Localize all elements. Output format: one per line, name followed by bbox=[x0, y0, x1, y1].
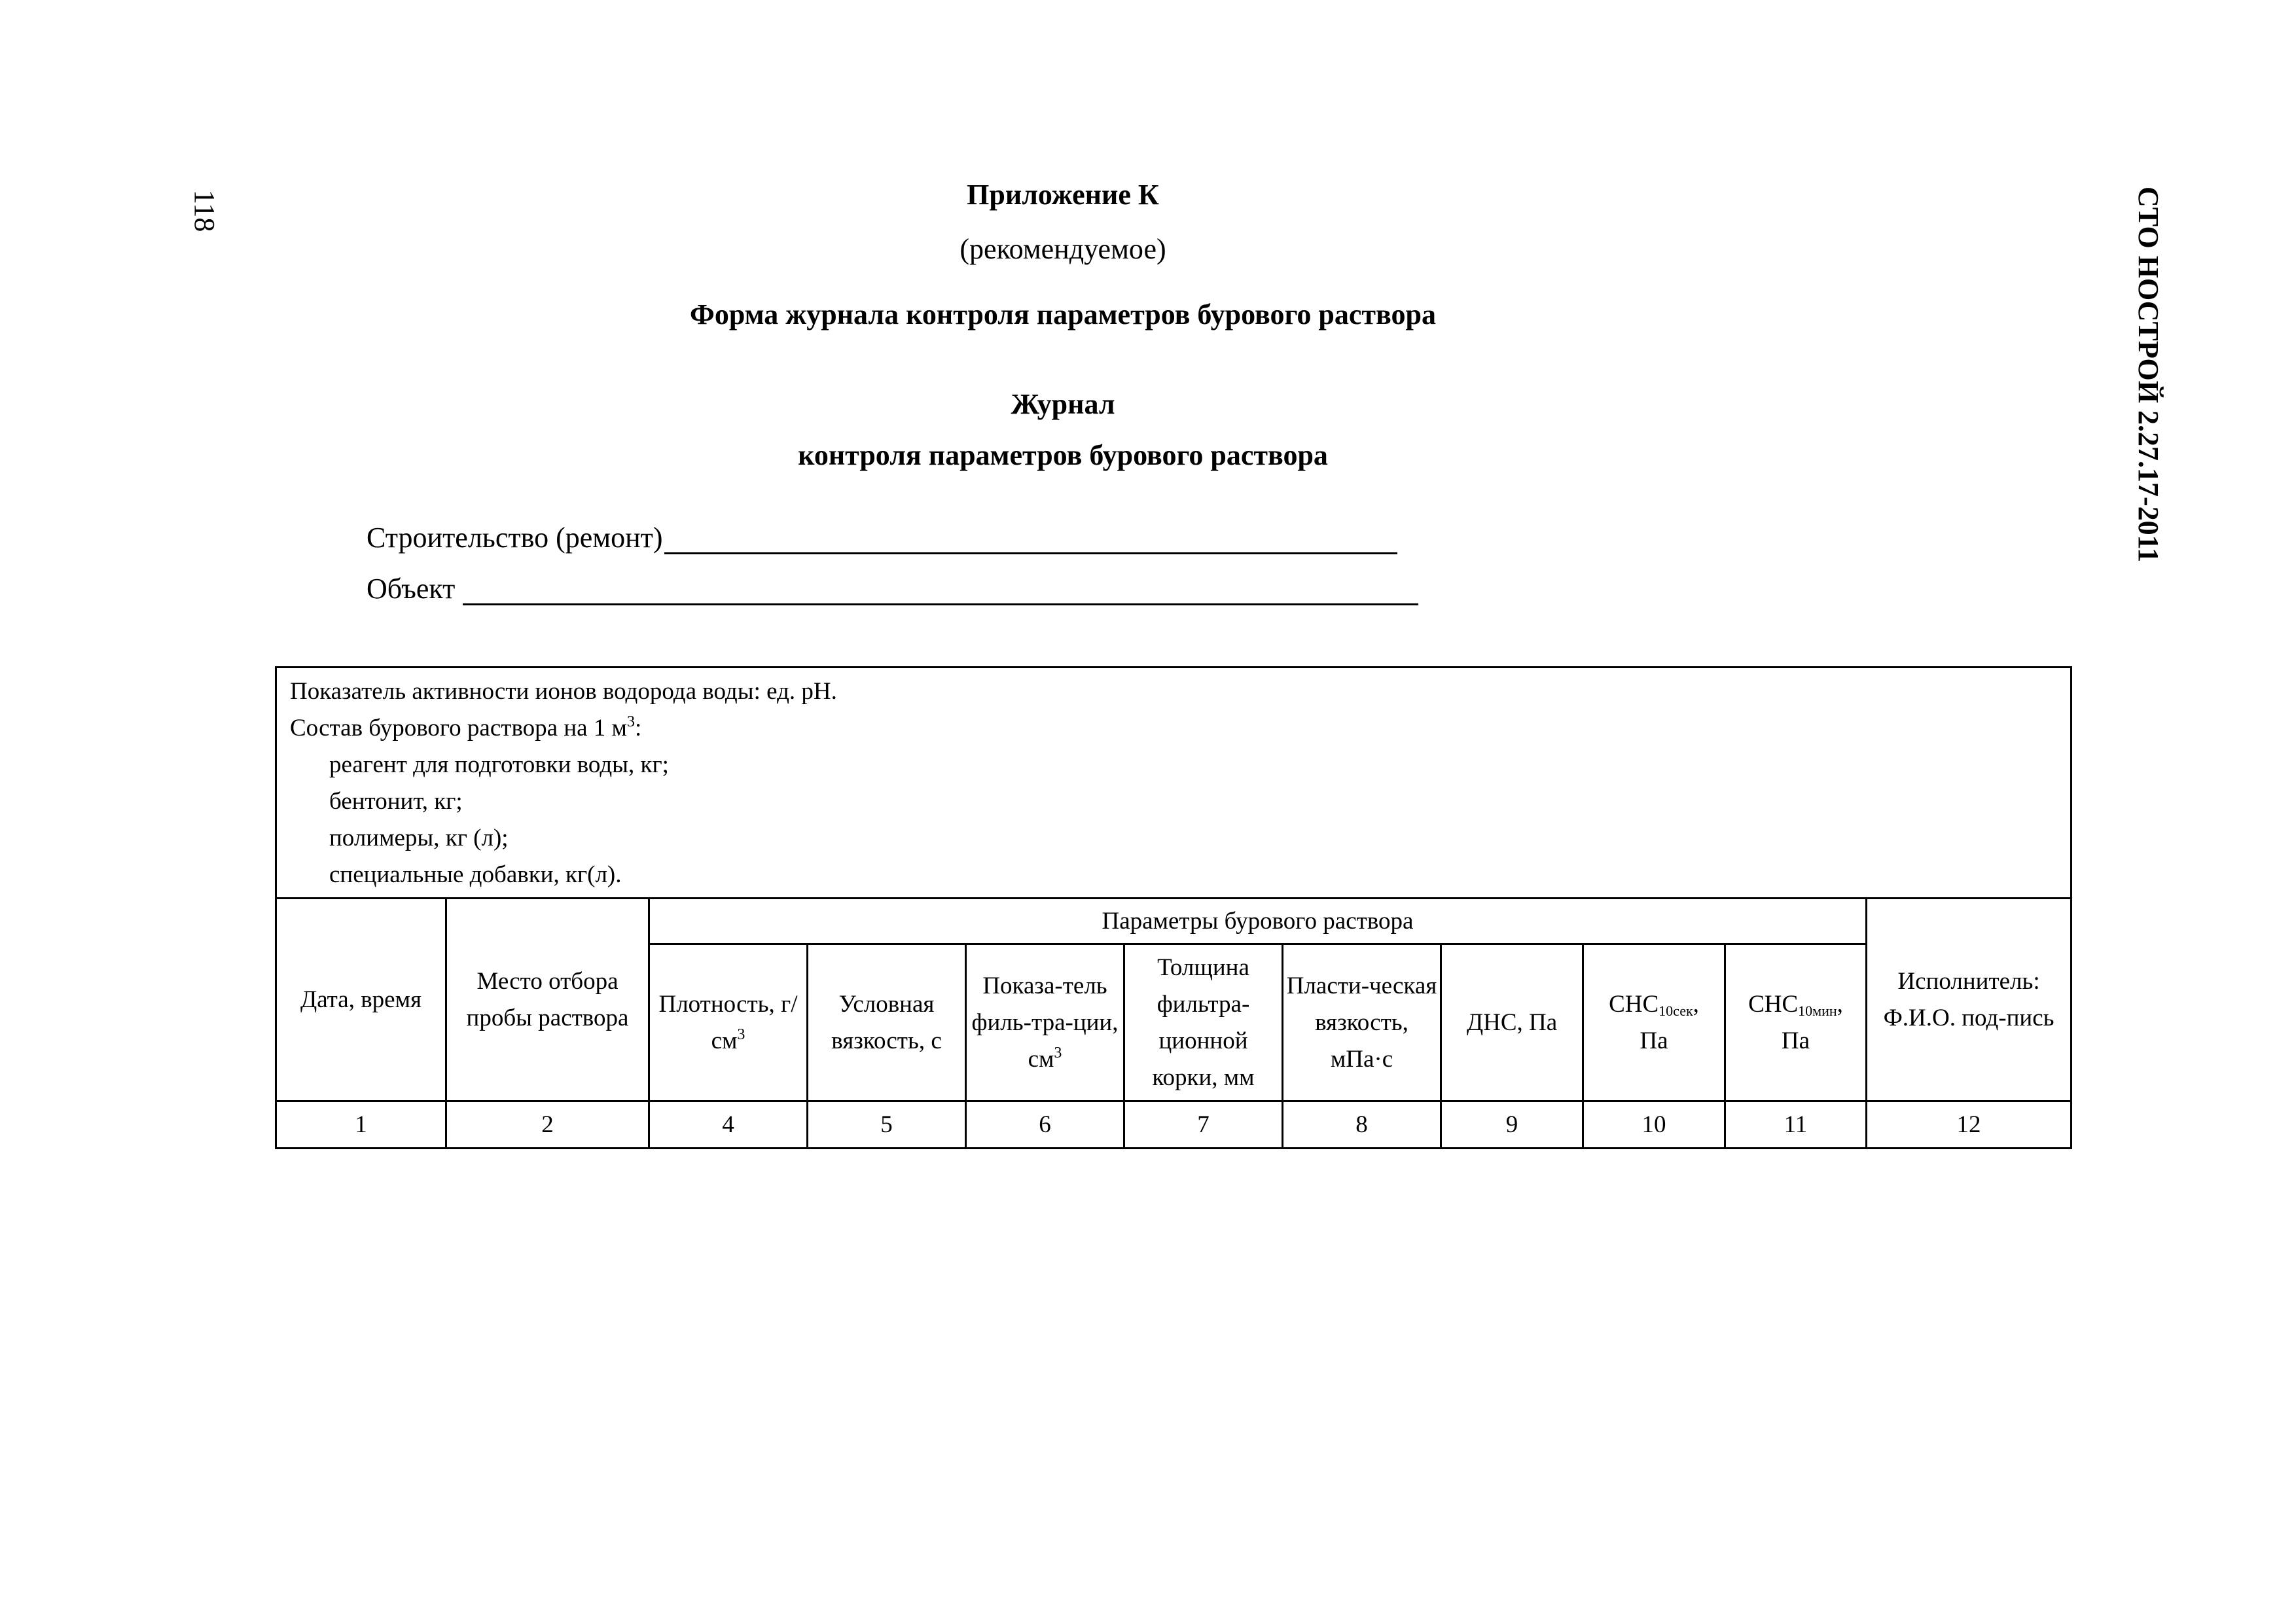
col-header-sns-10s: $СНС_{10сек}$, Па bbox=[1583, 944, 1725, 1101]
col-number: 7 bbox=[1124, 1101, 1283, 1149]
journal-subtitle: контроля параметров бурового раствора bbox=[798, 439, 1328, 471]
col-header-sns-10m: $СНС_{10мин}$, Па bbox=[1725, 944, 1867, 1101]
col-number: 2 bbox=[446, 1101, 649, 1149]
col-number: 12 bbox=[1867, 1101, 2072, 1149]
col-number: 11 bbox=[1725, 1101, 1867, 1149]
col-header-sample-place: Место отбора пробы раствора bbox=[446, 899, 649, 1101]
document-code: СТО НОСТРОЙ 2.27.17-2011 bbox=[2132, 187, 2164, 563]
composition-item: бентонит, кг; bbox=[329, 788, 463, 815]
col-header-executor: Исполнитель: Ф.И.О. под-пись bbox=[1867, 899, 2072, 1101]
journal-table bbox=[275, 666, 2072, 1149]
journal-info-block bbox=[276, 668, 2072, 899]
composition-item: реагент для подготовки воды, кг; bbox=[329, 751, 669, 778]
composition-heading: Состав бурового раствора на 1 $м^3$: bbox=[290, 713, 642, 741]
col-header-density: Плотность, $г/см^3$ bbox=[649, 944, 808, 1101]
appendix-status: (рекомендуемое) bbox=[960, 233, 1166, 265]
construction-label: Строительство (ремонт) bbox=[367, 522, 663, 554]
object-blank bbox=[463, 575, 1418, 605]
object-field bbox=[367, 572, 1418, 605]
form-title: Форма журнала контроля параметров бурового раствора bbox=[690, 298, 1436, 330]
col-header-filtration: Показа-тель филь-тра-ции, $см^3$ bbox=[966, 944, 1124, 1101]
composition-item: полимеры, кг (л); bbox=[329, 825, 509, 851]
ph-indicator: Показатель активности ионов водорода воды: ед. pH. bbox=[290, 678, 837, 705]
col-header-viscosity: Условная вязкость, с bbox=[808, 944, 966, 1101]
col-number: 1 bbox=[276, 1101, 446, 1149]
appendix-title: Приложение К bbox=[967, 179, 1159, 211]
col-number: 4 bbox=[649, 1101, 808, 1149]
construction-blank bbox=[664, 524, 1397, 554]
composition-item: специальные добавки, кг(л). bbox=[329, 861, 622, 888]
col-header-plastic-viscosity: Пласти-ческая вязкость, мПа·с bbox=[1283, 944, 1441, 1101]
col-group-header-parameters: Параметры бурового раствора bbox=[649, 899, 1867, 944]
col-number: 5 bbox=[808, 1101, 966, 1149]
col-number: 10 bbox=[1583, 1101, 1725, 1149]
object-label: Объект bbox=[367, 573, 456, 605]
journal-title: Журнал bbox=[1011, 388, 1115, 420]
construction-field bbox=[367, 521, 1397, 554]
page-number: 118 bbox=[188, 190, 221, 232]
col-number: 9 bbox=[1441, 1101, 1583, 1149]
col-header-date-time: Дата, время bbox=[276, 899, 446, 1101]
col-number: 8 bbox=[1283, 1101, 1441, 1149]
col-header-dns: ДНС, Па bbox=[1441, 944, 1583, 1101]
col-number: 6 bbox=[966, 1101, 1124, 1149]
col-header-cake-thickness: Толщина фильтра-ционной корки, мм bbox=[1124, 944, 1283, 1101]
